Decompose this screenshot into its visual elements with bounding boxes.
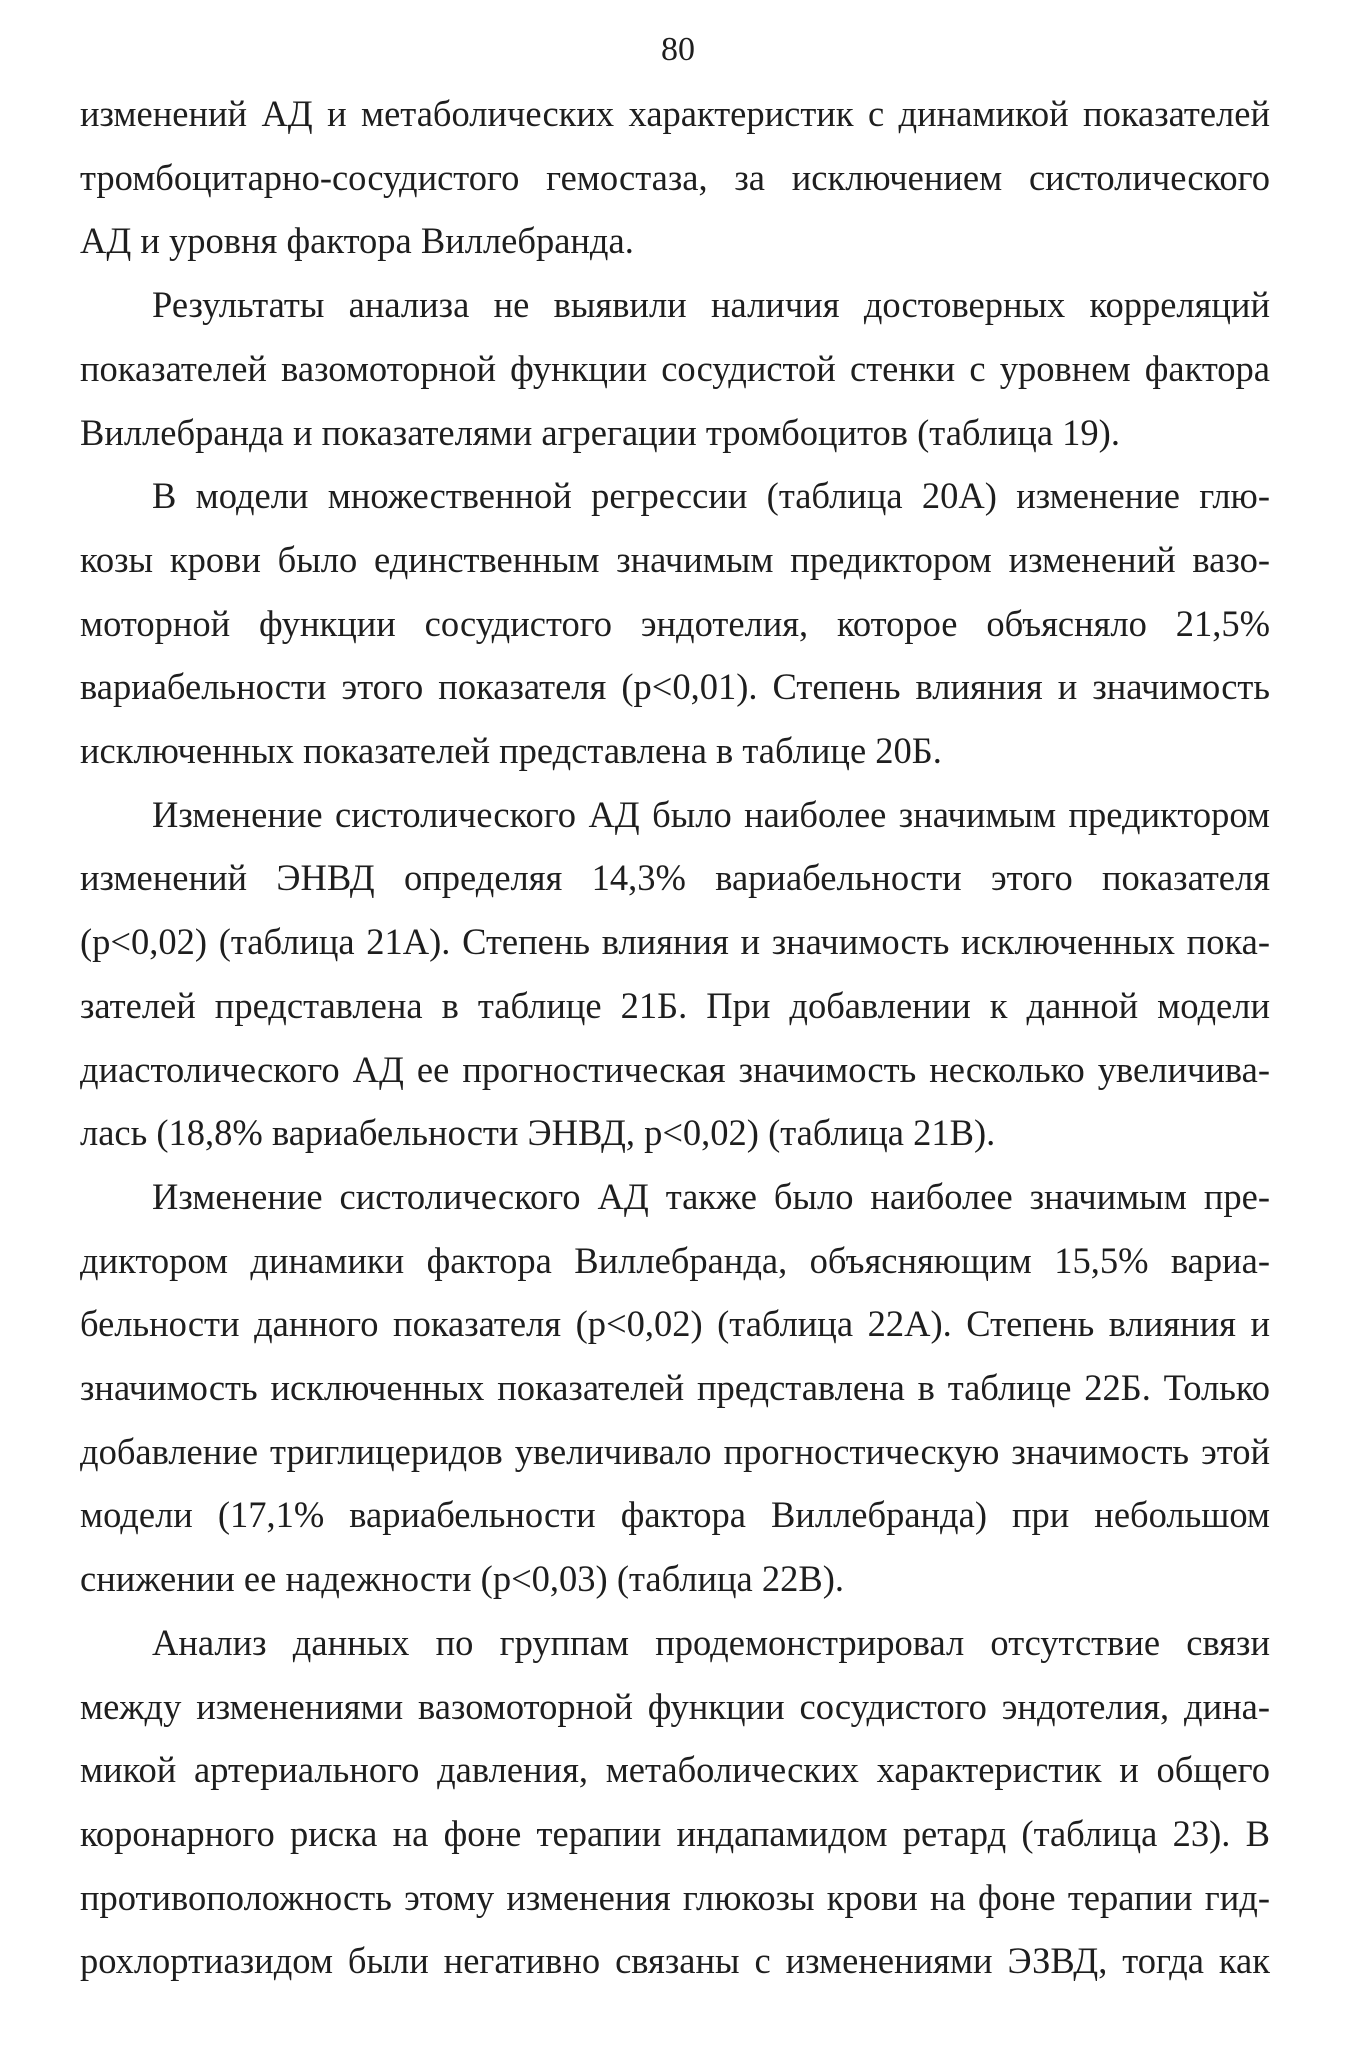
text-line: Результаты анализа не выявили наличия достоверных корреляций [152,284,1270,326]
text-line: добавление триглицеридов увеличивало прогностическую значимость этой [80,1430,1270,1472]
text-line: (p<0,02) (таблица 21А). Степень влияния и значимость исключенных пока- [80,921,1270,963]
text-line: изменений АД и метаболических характеристик с динамикой показателей [80,93,1270,134]
paragraph-1 [80,82,1270,273]
text-line: модели (17,1% вариабельности фактора Виллебранда) при небольшом [80,1494,1270,1536]
text-line: диктором динамики фактора Виллебранда, объясняющим 15,5% вариа- [80,1239,1270,1281]
text-line: козы крови было единственным значимым предиктором изменений вазо- [80,538,1270,580]
text-line: лась (18,8% вариабельности ЭНВД, p<0,02) (таблица 21В). [80,1112,996,1154]
text-line: тромбоцитарно-сосудистого гемостаза, за исключением систолического [80,156,1270,198]
paragraph-2 [80,273,1270,464]
paragraph-5 [80,1165,1270,1611]
text-line: Анализ данных по группам продемонстрировал отсутствие связи [152,1621,1270,1663]
paragraph-4 [80,783,1270,1165]
text-line: вариабельности этого показателя (p<0,01). Степень влияния и значимость [80,666,1270,708]
text-line: микой артериального давления, метаболических характеристик и общего [80,1749,1270,1791]
text-line: моторной функции сосудистого эндотелия, которое объясняло 21,5% [80,602,1270,644]
text-line: бельности данного показателя (p<0,02) (таблица 22А). Степень влияния и [80,1303,1270,1345]
paragraph-3 [80,464,1270,783]
text-line: Изменение систолического АД было наиболее значимым предиктором [152,793,1270,835]
text-line: коронарного риска на фоне терапии индапамидом ретард (таблица 23). В [80,1812,1270,1854]
page-number: 80 [661,31,695,68]
text-line: диастолического АД ее прогностическая значимость несколько увеличива- [80,1048,1270,1090]
text-line: Виллебранда и показателями агрегации тромбоцитов (таблица 19). [80,411,1120,453]
paragraph-6 [80,1611,1270,1993]
text-line: исключенных показателей представлена в таблице 20Б. [80,730,942,772]
text-line: рохлортиазидом были негативно связаны с изменениями ЭЗВД, тогда как [80,1940,1270,1982]
text-line: противоположность этому изменения глюкозы крови на фоне терапии гид- [80,1876,1270,1918]
body-text [80,82,1270,1993]
text-line: снижении ее надежности (p<0,03) (таблица 22В). [80,1558,844,1600]
text-line: зателей представлена в таблице 21Б. При добавлении к данной модели [80,984,1270,1026]
text-line: между изменениями вазомоторной функции сосудистого эндотелия, дина- [80,1685,1270,1727]
text-line: АД и уровня фактора Виллебранда. [80,220,634,262]
text-line: показателей вазомоторной функции сосудистой стенки с уровнем фактора [80,347,1270,389]
text-line: значимость исключенных показателей представлена в таблице 22Б. Только [80,1367,1270,1409]
text-line: В модели множественной регрессии (таблица 20А) изменение глю- [152,475,1270,517]
text-line: Изменение систолического АД также было наиболее значимым пре- [152,1175,1270,1217]
text-line: изменений ЭНВД определяя 14,3% вариабельности этого показателя [80,857,1270,899]
